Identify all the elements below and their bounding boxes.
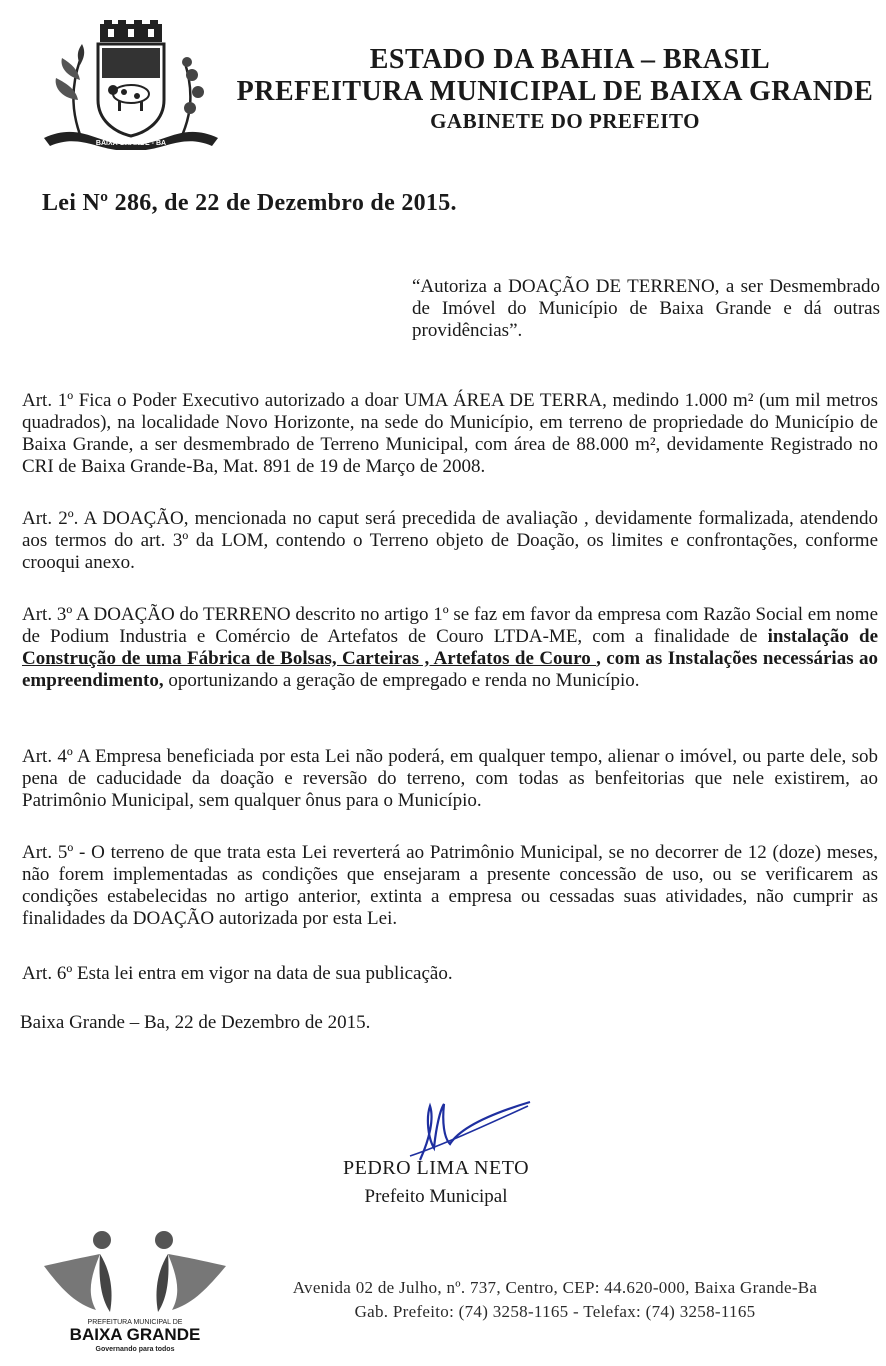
article-3-text-end: oportunizando a geração de empregado e renda no Município. [163,670,640,691]
logo-slogan-text: Governando para todos [95,1346,175,1353]
header-prefecture: PREFEITURA MUNICIPAL DE BAIXA GRANDE [236,76,874,107]
prefecture-logo-icon [40,1230,230,1354]
signer-name: PEDRO LIMA NETO [342,1157,530,1179]
law-title: Lei Nº 286, de 22 de Dezembro de 2015. [42,190,457,216]
article-5: Art. 5º - O terreno de que trata esta Lei reverterá ao Patrimônio Municipal, se no decorrer de 12 (doze) meses, não forem implementadas as condições que ensejaram a presente concessão de uso, ou se verificarem as condições estabelecidas no artigo anterior, extinta a empresa ou cessadas suas atividades, não cumprir as finalidades da DOAÇÃO autorizada por esta Lei. [22,842,878,929]
crest-banner-text: BAIXA GRANDE - BA [95,140,167,147]
article-3-bold-intro: instalação de [767,626,879,647]
law-ementa: “Autoriza a DOAÇÃO DE TERRENO, a ser Desmembrado de Imóvel do Município de Baixa Grande e dá outras providências”. [412,276,880,341]
document-header [225,44,885,134]
municipal-crest-icon [42,20,220,150]
footer-address: Avenida 02 de Julho, nº. 737, Centro, CEP: 44.620-000, Baixa Grande-Ba [292,1278,818,1297]
footer-contact [250,1276,860,1324]
signer-block [322,1157,550,1208]
header-state: ESTADO DA BAHIA – BRASIL [369,44,771,75]
article-1: Art. 1º Fica o Poder Executivo autorizado a doar UMA ÁREA DE TERRA, medindo 1.000 m² (um mil metros quadrados), na localidade Novo Horizonte, na sede do Município, em terreno de propriedade do Município de Baixa Grande, a ser desmembrado de Terreno Municipal, com área de 88.000 m², devidamente Registrado no CRI de Baixa Grande-Ba, Mat. 891 de 19 de Março de 2008. [22,390,878,477]
logo-name-text: BAIXA GRANDE [69,1325,201,1344]
closing-place-date: Baixa Grande – Ba, 22 de Dezembro de 2015. [20,1012,371,1033]
signer-role: Prefeito Municipal [364,1186,508,1207]
logo-top-text: PREFEITURA MUNICIPAL DE [87,1319,183,1326]
footer-phones: Gab. Prefeito: (74) 3258-1165 - Telefax: (74) 3258-1165 [354,1302,756,1321]
article-2: Art. 2º. A DOAÇÃO, mencionada no caput será precedida de avaliação , devidamente formalizada, atendendo aos termos do art. 3º da LOM, contendo o Terreno objeto de Doação, os limites e confrontações, conforme crooqui anexo. [22,508,878,573]
article-3 [22,604,878,692]
header-office: GABINETE DO PREFEITO [430,109,700,133]
article-4: Art. 4º A Empresa beneficiada por esta Lei não poderá, em qualquer tempo, alienar o imóvel, ou parte dele, sob pena de caducidade da doação e reversão do terreno, com todas as benfeitorias que nele existirem, ao Patrimônio Municipal, sem qualquer ônus para o Município. [22,746,878,811]
article-3-underlined: Construção de uma Fábrica de Bolsas, Carteiras , Artefatos de Couro [22,648,597,669]
article-6: Art. 6º Esta lei entra em vigor na data de sua publicação. [22,963,453,984]
article-3-text-start: Art. 3º A DOAÇÃO do TERRENO descrito no artigo 1º se faz em favor da empresa com Razão Social em nome de Podium Industria e Comércio de Artefatos de Couro LTDA-ME, com a finalidade de [22,604,878,647]
article-3-bold-tail: , com as Instalações necessárias ao empreendimento, [22,648,878,691]
